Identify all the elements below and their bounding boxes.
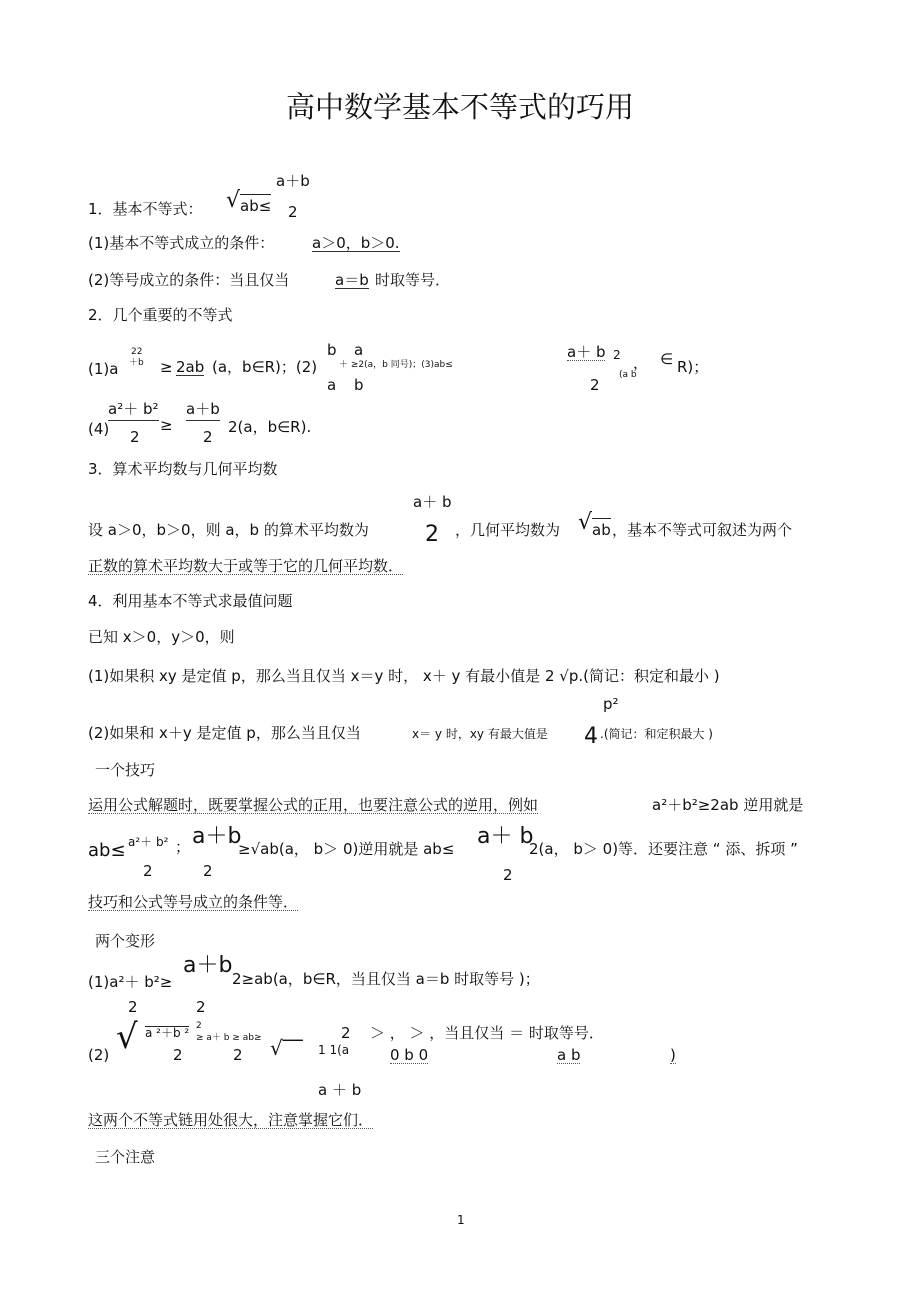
page-number: 1 <box>457 1213 465 1227</box>
p2-den: 4 <box>584 724 598 749</box>
ineq-3-end: R)； <box>677 358 709 376</box>
mean-num: a＋ b <box>413 493 452 511</box>
variant-1b: 2≥ab(a，b∈R，当且仅当 a＝b 时取等号 )； <box>232 970 540 988</box>
variant-2-ab: a ＋ b <box>318 1081 362 1099</box>
ineq-4-num2: a＋b <box>186 402 220 421</box>
frac-b: b <box>327 341 337 359</box>
ineq-4-label: (4) <box>88 420 110 438</box>
ineq-3-num: a＋ b <box>567 343 606 361</box>
p2-num: p² <box>603 695 619 713</box>
mean-text: 设 a＞0，b＞0，则 a，b 的算术平均数为 <box>88 521 369 539</box>
frac-a-den: a <box>327 376 337 394</box>
max-min-2: (2)如果和 x＋y 是定值 p，那么当且仅当 <box>88 724 361 742</box>
ineq-3-comma: ， <box>633 354 649 372</box>
max-min-2c: .(简记：和定积最大 ) <box>600 727 713 741</box>
trick-line1: 运用公式解题时，既要掌握公式的正用，也要注意公式的逆用，例如 <box>88 796 539 814</box>
trick-semi: ； <box>175 838 191 856</box>
frac-a: a <box>354 341 364 359</box>
trick-line3: 技巧和公式等号成立的条件等． <box>88 893 299 911</box>
trick-n1: a²＋ b² <box>128 835 169 849</box>
variant-2-sup: 2 <box>196 1021 202 1031</box>
page-title: 高中数学基本不等式的巧用 <box>285 90 634 124</box>
ineq-1-sup: 22 <box>131 347 143 357</box>
ineq-1: (1)a <box>88 360 119 378</box>
sqrt-symbol: √ <box>578 510 593 535</box>
variant-1a: (1)a²＋ b²≥ <box>88 973 173 991</box>
condition-2-label: (2)等号成立的条件：当且仅当 <box>88 271 290 289</box>
ineq-4-num: a²＋ b² <box>108 402 159 421</box>
variant-2-small: ≥ a＋ b ≥ ab≥ <box>196 1033 262 1043</box>
variants-heading: 两个变形 <box>95 932 156 950</box>
trick-d3: 2 <box>503 866 513 884</box>
section-4-label: 4．利用基本不等式求最值问题 <box>88 592 293 610</box>
variant-2d: 0 b 0 <box>390 1046 429 1064</box>
mean-den: 2 <box>425 522 439 547</box>
mean-text-3: ，基本不等式可叙述为两个 <box>612 521 793 539</box>
ineq-3-ab: (a b <box>619 370 637 380</box>
variant-2c: ＞ ， ＞ ，当且仅当 ＝ 时取等号． <box>370 1024 604 1042</box>
variant-2-frac: 1 1(a <box>318 1043 350 1057</box>
variant-1-den2: 2 <box>196 998 206 1016</box>
trick-end: 2(a， b＞ 0)等．还要注意 “ 添、拆项 ” <box>529 840 798 858</box>
ineq-4-end: 2(a，b∈R). <box>228 418 312 436</box>
section-3-label: 3．算术平均数与几何平均数 <box>88 460 278 478</box>
trick-mid: ≥√ab(a， b＞ 0)逆用就是 ab≤ <box>238 840 455 858</box>
ineq-4-ge: ≥ <box>160 416 173 434</box>
sqrt-symbol: √ <box>116 1017 138 1057</box>
ineq-3-exp: 2 <box>613 348 621 362</box>
section-2-label: 2．几个重要的不等式 <box>88 306 233 324</box>
ineq-3-in: ∈ <box>660 350 674 368</box>
max-min-1: (1)如果积 xy 是定值 p，那么当且仅当 x＝y 时， x＋ y 有最小值是 2 √p.(简记：积定和最小 ) <box>88 667 720 685</box>
variant-2a: (2) <box>88 1046 110 1064</box>
trick-ab: ab≤ <box>88 840 126 861</box>
condition-2-value: a＝b <box>335 271 369 289</box>
notes-heading: 三个注意 <box>95 1148 156 1166</box>
condition-2-end: 时取等号． <box>375 271 451 289</box>
variant-2-d1: 2 <box>173 1046 183 1064</box>
formula-text: ab≤ <box>240 194 271 214</box>
condition-1-label: (1)基本不等式成立的条件： <box>88 234 275 252</box>
variant-2e: a b <box>557 1046 581 1064</box>
frac-b-den: b <box>354 376 364 394</box>
trick-d1: 2 <box>143 862 153 880</box>
ineq-4-den: 2 <box>130 428 140 446</box>
variant-2-n1: a ²＋b ² <box>145 1026 190 1040</box>
ineq-4-den2: 2 <box>203 428 213 446</box>
mean-text-2: ，几何平均数为 <box>455 521 561 539</box>
mean-ab: ab <box>592 518 611 538</box>
condition-1-value: a＞0，b＞0. <box>312 234 400 252</box>
sqrt-symbol: √ <box>226 188 241 213</box>
fraction-denominator: 2 <box>288 203 298 221</box>
ineq-1-sub: ＋b <box>129 358 144 368</box>
ineq-3-den: 2 <box>590 376 600 394</box>
ineq-1-2ab: 2ab <box>176 358 205 376</box>
ineq-1-ge: ≥ <box>160 358 173 376</box>
trick-n2: a＋b <box>192 824 242 849</box>
variant-2-num: 2 <box>341 1024 351 1042</box>
trick-heading: 一个技巧 <box>95 761 156 779</box>
chain-note: 这两个不等式链用处很大，注意掌握它们． <box>88 1111 374 1129</box>
given-text: 已知 x＞0，y＞0，则 <box>88 628 235 646</box>
variant-1-den1: 2 <box>128 998 138 1016</box>
trick-d2: 2 <box>203 862 213 880</box>
trick-line1b: a²＋b²≥2ab 逆用就是 <box>652 796 804 814</box>
variant-2-d2: 2 <box>233 1046 243 1064</box>
mean-text-line2: 正数的算术平均数大于或等于它的几何平均数． <box>88 557 404 575</box>
trick-n3: a＋ b <box>477 824 534 849</box>
sqrt-symbol-2: √‾‾ <box>270 1036 303 1060</box>
ineq-1-end: (a，b∈R)；(2) <box>212 358 318 376</box>
fraction-numerator: a＋b <box>276 172 310 190</box>
ineq-2-small: ＋ ≥2(a，b 同号)；(3)ab≤ <box>339 360 453 370</box>
max-min-2b: x＝ y 时，xy 有最大值是 <box>412 727 548 741</box>
variant-1-num: a＋b <box>183 953 233 978</box>
section-1-label: 1．基本不等式： <box>88 200 203 218</box>
variant-2f: ) <box>670 1046 676 1064</box>
